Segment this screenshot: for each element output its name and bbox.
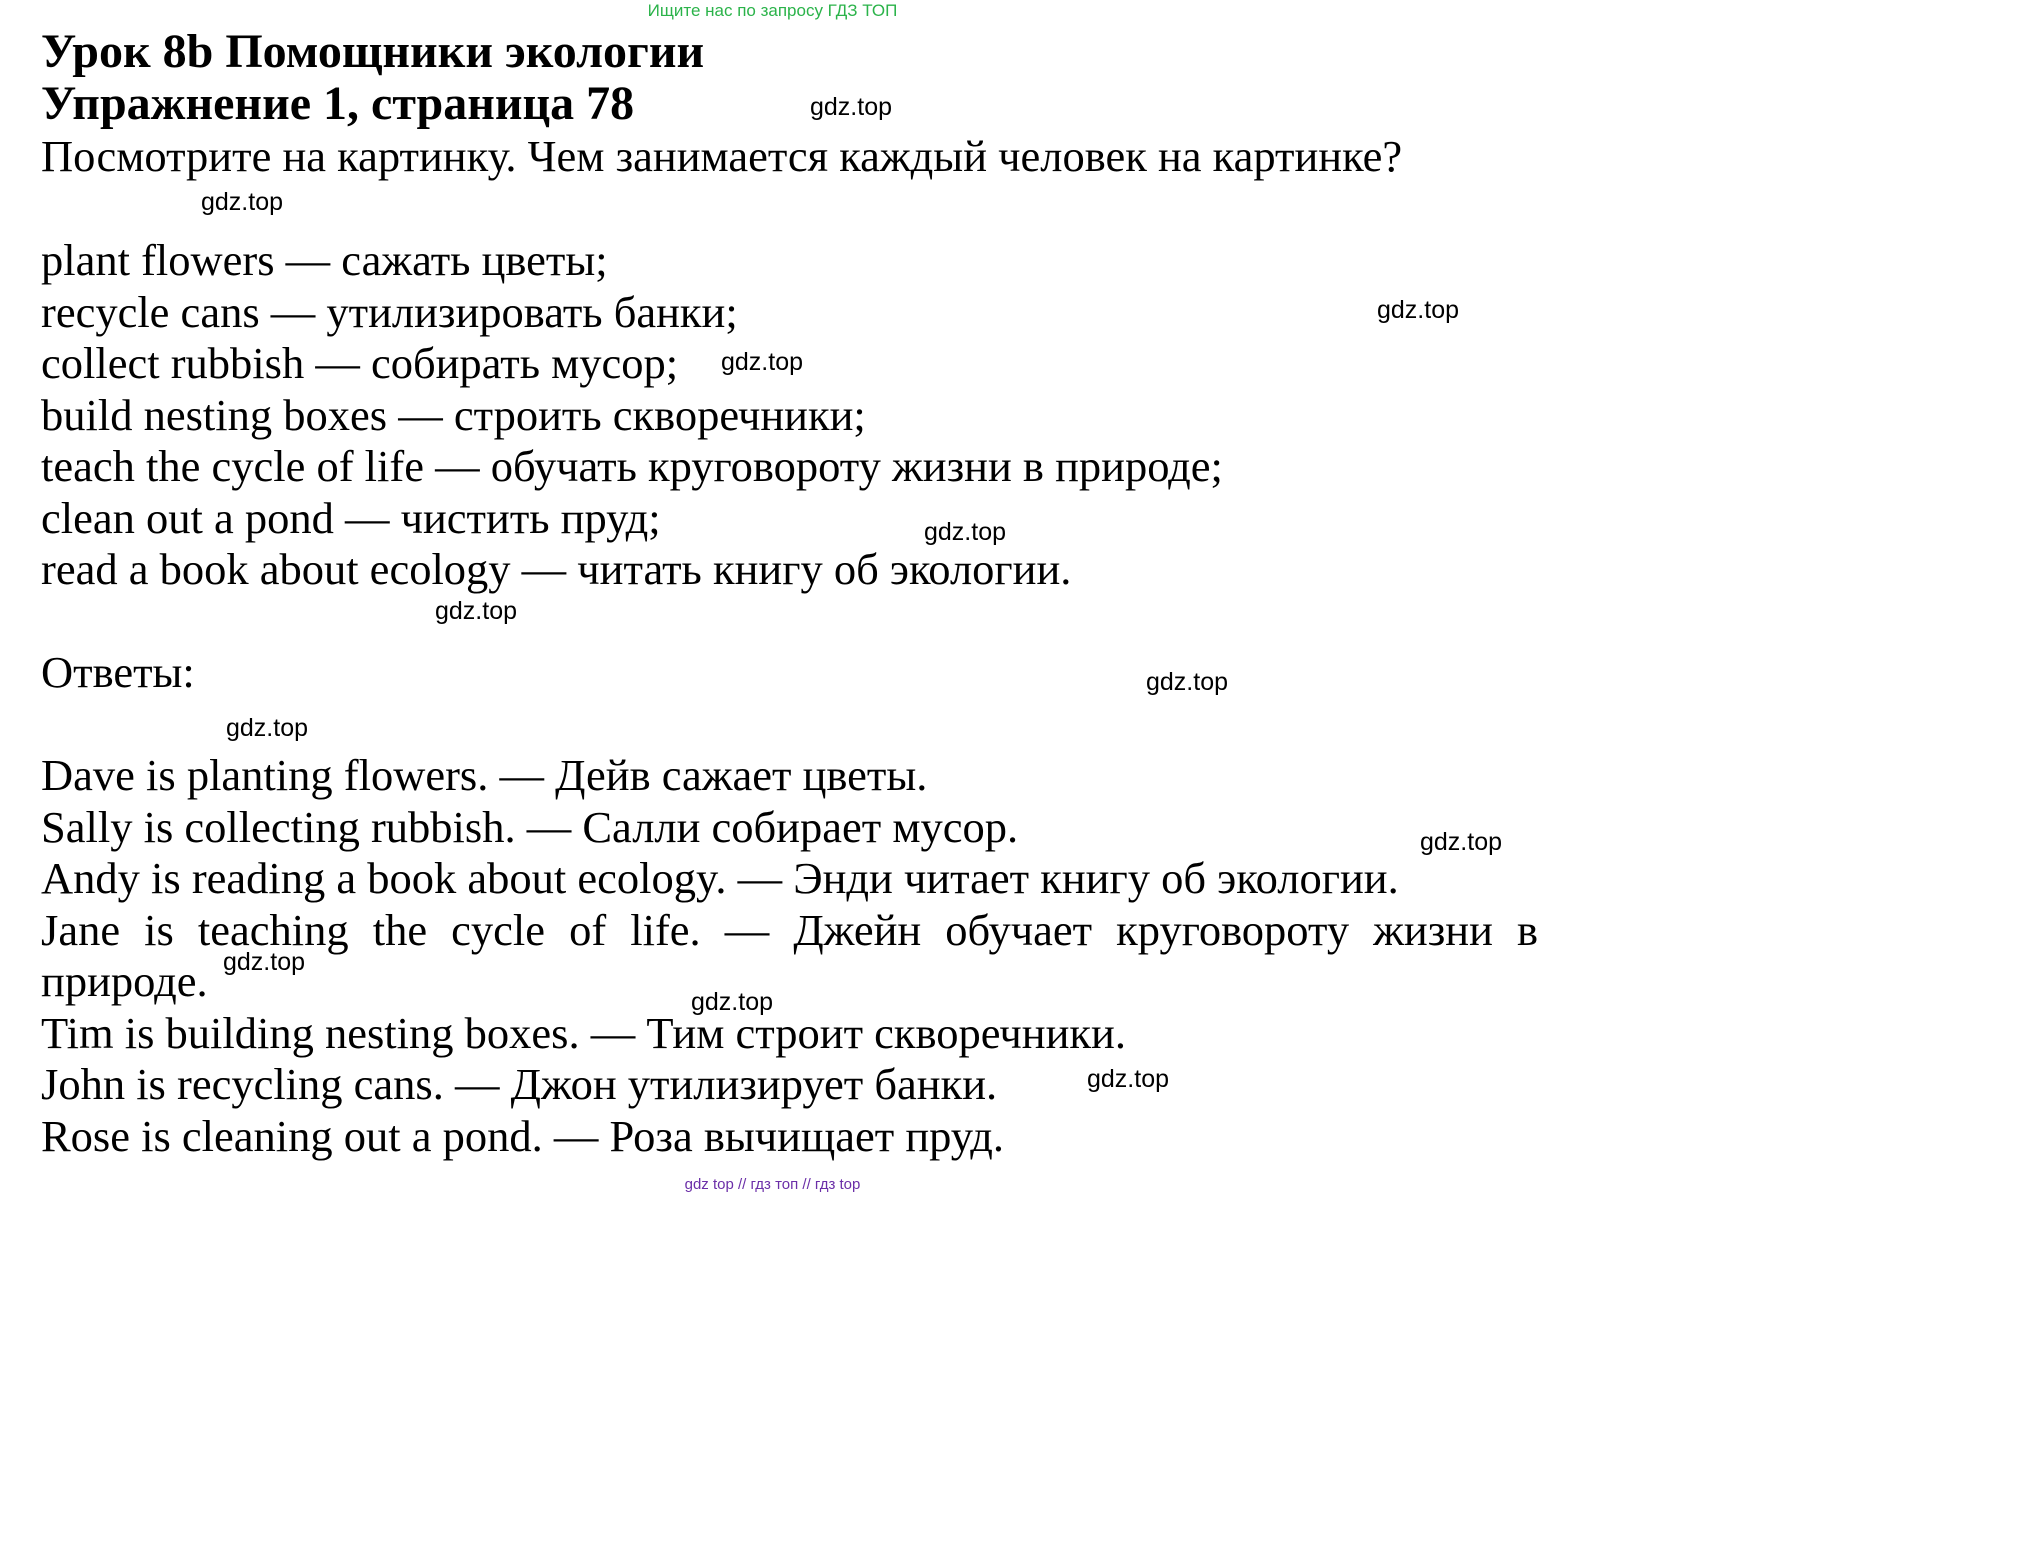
watermark: gdz.top <box>226 714 309 742</box>
answer-line: Rose is cleaning out a pond. — Роза вычищает пруд. <box>41 1111 1005 1161</box>
task-text: Посмотрите на картинку. Чем занимается каждый человек на картинке? <box>41 131 1403 181</box>
watermark: gdz.top <box>721 348 804 376</box>
watermark: gdz.top <box>1377 296 1460 324</box>
watermark: gdz.top <box>924 518 1007 546</box>
vocabulary-item: recycle cans — утилизировать банки; <box>41 287 738 337</box>
vocabulary-item: build nesting boxes — строить скворечники; <box>41 390 866 440</box>
vocabulary-item: read a book about ecology — читать книгу об экологии. <box>41 544 1072 594</box>
vocabulary-item: teach the cycle of life — обучать круговороту жизни в природе; <box>41 441 1223 491</box>
footer-links: gdz top // гдз топ // гдз top <box>684 1176 861 1193</box>
watermark: gdz.top <box>223 948 306 976</box>
watermark: gdz.top <box>1146 668 1229 696</box>
vocabulary-item: plant flowers — сажать цветы; <box>41 235 608 285</box>
answer-line: природе. <box>41 956 208 1006</box>
answers-heading: Ответы: <box>41 647 195 697</box>
watermark: gdz.top <box>691 988 774 1016</box>
exercise-title: Упражнение 1, страница 78 <box>41 77 635 130</box>
answer-line-justified: Jane is teaching the cycle of life. — Джейн обучает круговороту жизни в <box>41 905 1538 955</box>
vocabulary-item: clean out a pond — чистить пруд; <box>41 493 661 543</box>
watermark: gdz.top <box>435 597 518 625</box>
answer-line: Sally is collecting rubbish. — Салли собирает мусор. <box>41 802 1019 852</box>
vocabulary-item: collect rubbish — собирать мусор; <box>41 338 679 388</box>
answer-line: Andy is reading a book about ecology. — Энди читает книгу об экологии. <box>41 853 1399 903</box>
answer-line: Dave is planting flowers. — Дейв сажает цветы. <box>41 750 928 800</box>
answer-line: Tim is building nesting boxes. — Тим строит скворечники. <box>41 1008 1126 1058</box>
watermark: gdz.top <box>1087 1065 1170 1093</box>
lesson-title: Урок 8b Помощники экологии <box>41 25 705 78</box>
watermark: gdz.top <box>810 93 893 121</box>
answer-line: John is recycling cans. — Джон утилизирует банки. <box>41 1059 998 1109</box>
watermark: gdz.top <box>1420 828 1503 856</box>
watermark: gdz.top <box>201 188 284 216</box>
top-search-banner: Ищите нас по запросу ГДЗ ТОП <box>647 1 898 20</box>
